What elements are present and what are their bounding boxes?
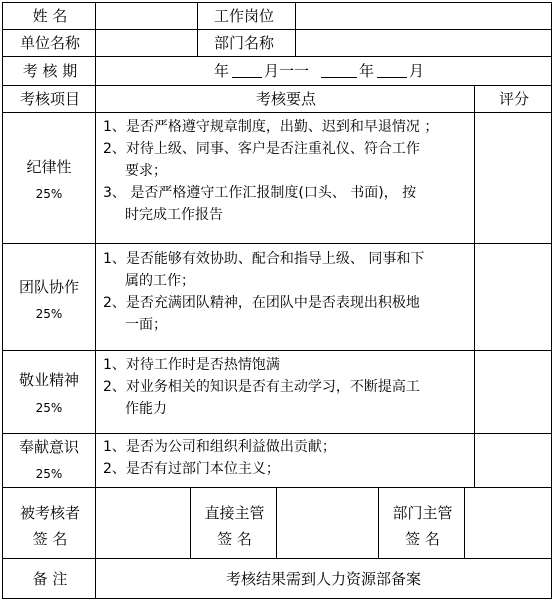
criteria-list-discipline — [103, 116, 473, 226]
item-weight-dedication: 25% — [35, 401, 63, 415]
period-year-2-blank[interactable] — [321, 63, 357, 78]
criteria-line: 1、是否能够有效协助、配合和指导上级、 同事和下 — [103, 251, 425, 267]
criteria-line: 一面； — [125, 317, 167, 333]
period-month-2: 月 — [409, 62, 425, 80]
dept-head-label: 部门主管 — [392, 504, 453, 522]
unit-label: 单位名称 — [19, 34, 80, 52]
assessee-signature-field[interactable] — [95, 487, 191, 559]
name-label-cell — [2, 2, 96, 30]
item-name-discipline: 纪律性 — [26, 158, 72, 176]
item-header-label: 考核项目 — [19, 90, 80, 108]
supervisor-signature-field[interactable] — [276, 487, 379, 559]
position-label: 工作岗位 — [214, 7, 275, 25]
remarks-field[interactable] — [95, 558, 552, 599]
criteria-line: 属的工作； — [125, 273, 195, 289]
score-cell-contribution[interactable] — [474, 433, 552, 488]
period-label: 考 核 期 — [22, 62, 78, 80]
criteria-list-contribution — [103, 436, 473, 480]
score-cell-teamwork[interactable] — [474, 243, 552, 351]
position-label-cell — [197, 2, 296, 30]
remarks-text: 考核结果需到人力资源部备案 — [225, 570, 421, 588]
item-row-discipline — [2, 112, 96, 244]
item-column-header — [2, 85, 96, 113]
remarks-label: 备 注 — [32, 570, 68, 588]
item-weight-discipline: 25% — [35, 187, 63, 201]
criteria-line: 1、是否严格遵守规章制度，出勤、迟到和早退情况 ； — [103, 119, 439, 135]
criteria-list-dedication — [103, 354, 473, 420]
item-name-teamwork: 团队协作 — [18, 278, 79, 296]
assessee-sign-label: 签 名 — [32, 530, 68, 548]
name-label: 姓 名 — [32, 7, 68, 25]
dept-head-signature-label-cell — [378, 487, 465, 559]
criteria-list-teamwork — [103, 248, 473, 336]
period-label-cell — [2, 56, 96, 86]
criteria-line: 2、对待上级、同事、客户是否注重礼仪、符合工作 — [103, 141, 420, 157]
name-input-cell[interactable] — [95, 2, 198, 30]
period-year-1: 年 — [214, 62, 230, 80]
unit-input-cell[interactable] — [95, 29, 198, 57]
points-column-header — [95, 85, 475, 113]
item-weight-contribution: 25% — [35, 467, 63, 481]
period-year-2: 年 — [359, 62, 375, 80]
position-input-cell[interactable] — [295, 2, 552, 30]
score-cell-dedication[interactable] — [474, 350, 552, 434]
points-header-label: 考核要点 — [255, 90, 316, 108]
item-row-dedication — [2, 350, 96, 434]
unit-label-cell — [2, 29, 96, 57]
criteria-line: 2、是否有过部门本位主义； — [103, 461, 280, 477]
criteria-line: 1、对待工作时是否热情饱满 — [103, 357, 280, 373]
department-label: 部门名称 — [214, 34, 275, 52]
criteria-line: 2、是否充满团队精神，在团队中是否表现出积极地 — [103, 295, 420, 311]
score-column-header — [474, 85, 552, 113]
supervisor-label: 直接主管 — [204, 504, 265, 522]
period-month-2-blank[interactable] — [377, 63, 407, 78]
criteria-line: 3、 是否严格遵守工作汇报制度(口头、 书面)， 按 — [103, 185, 417, 201]
dept-head-signature-field[interactable] — [464, 487, 552, 559]
period-month-1-blank[interactable] — [232, 63, 262, 78]
item-weight-teamwork: 25% — [35, 307, 63, 321]
criteria-line: 1、是否为公司和组织利益做出贡献； — [103, 439, 336, 455]
item-row-teamwork — [2, 243, 96, 351]
dept-head-sign-label: 签 名 — [405, 530, 440, 548]
score-header-label: 评分 — [498, 90, 529, 108]
assessee-signature-label-cell — [2, 487, 96, 559]
criteria-line: 时完成工作报告 — [125, 207, 223, 223]
department-input-cell[interactable] — [295, 29, 552, 57]
remarks-label-cell — [2, 558, 96, 599]
criteria-line: 2、对业务相关的知识是否有主动学习，不断提高工 — [103, 379, 420, 395]
supervisor-sign-label: 签 名 — [217, 530, 252, 548]
item-name-dedication: 敬业精神 — [18, 371, 79, 389]
supervisor-signature-label-cell — [190, 487, 277, 559]
assessee-label: 被考核者 — [19, 504, 80, 522]
period-month-1: 月一一 — [264, 62, 310, 80]
score-cell-discipline[interactable] — [474, 112, 552, 244]
period-field[interactable] — [95, 56, 552, 86]
department-label-cell — [197, 29, 296, 57]
criteria-line: 要求； — [125, 163, 167, 179]
item-name-contribution: 奉献意识 — [18, 438, 79, 456]
criteria-line: 作能力 — [125, 401, 167, 417]
